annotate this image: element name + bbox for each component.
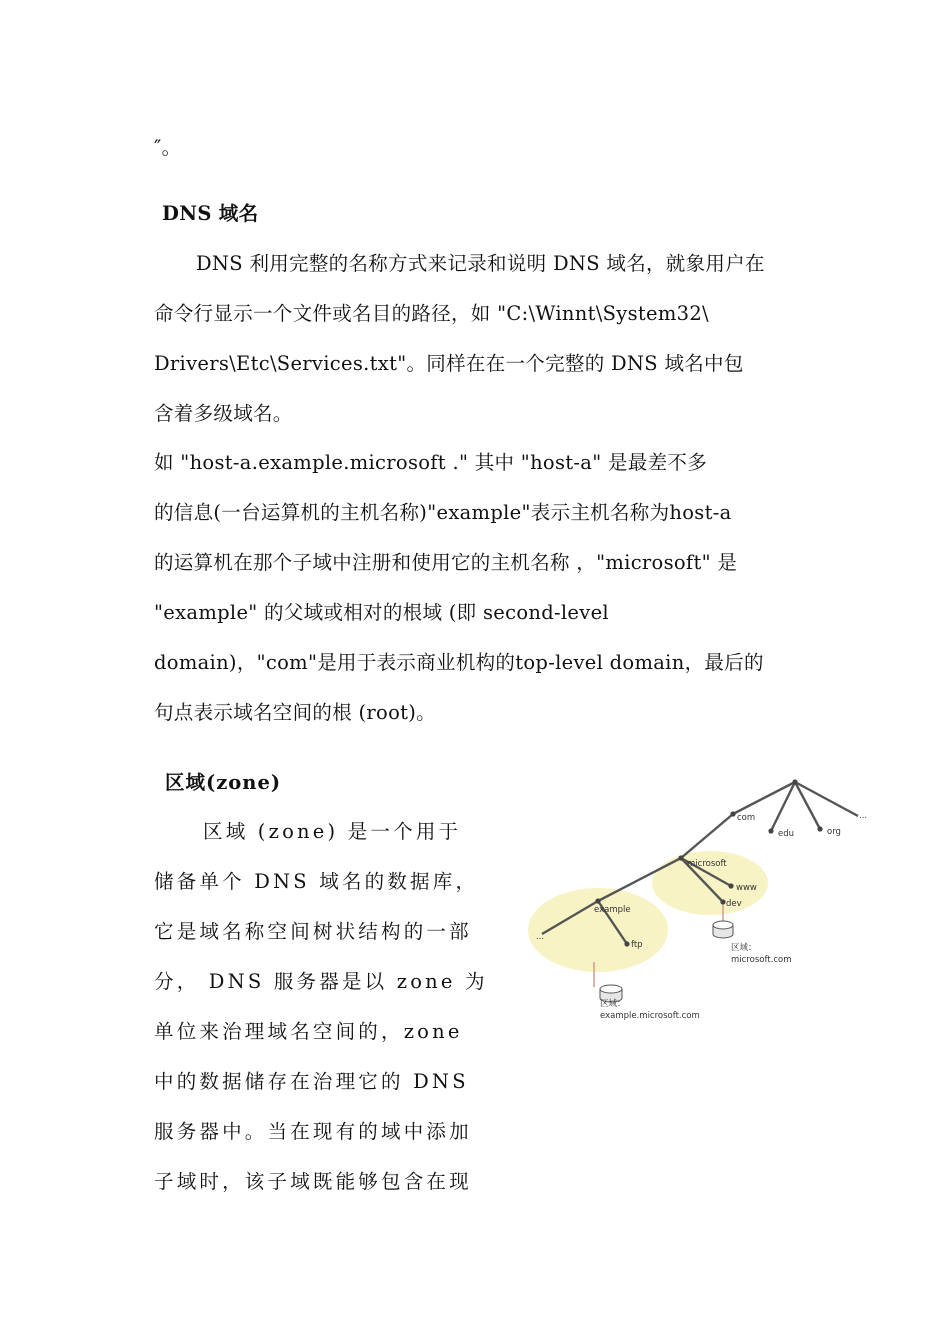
paragraph-line: 句点表示域名空间的根 (root)。 <box>154 701 436 724</box>
paragraph-line: "example" 的父域或相对的根域 (即 second-level <box>154 601 609 624</box>
paragraph-line: 含着多级域名。 <box>154 402 293 425</box>
dns-zone-tree-diagram <box>528 770 880 1030</box>
zone-paragraph-line: 子域时，该子域既能够包含在现 <box>154 1170 472 1193</box>
node-label-example-more: ... <box>536 932 545 942</box>
paragraph-line: 如 "host-a.example.microsoft ." 其中 "host-a" 是最差不多 <box>154 451 708 474</box>
paragraph-line: 命令行显示一个文件或名目的路径，如 "C:\Winnt\System32\ <box>154 302 709 325</box>
zone-paragraph-line: 区域 (zone) 是一个用于 <box>203 820 462 843</box>
node-label-com: com <box>737 813 756 823</box>
zone-paragraph-line: 中的数据储存在治理它的 DNS <box>154 1070 469 1093</box>
paragraph-line: 的运算机在那个子域中注册和使用它的主机名称 ，"microsoft" 是 <box>154 551 738 574</box>
zone-paragraph-line: 它是域名称空间树状结构的一部 <box>154 920 472 943</box>
node-label-edu: edu <box>778 829 795 839</box>
node-label-www: www <box>736 883 757 893</box>
node-label-microsoft: microsoft <box>687 859 727 869</box>
paragraph-line: domain)，"com"是用于表示商业机构的top-level domain，最后的 <box>154 651 764 674</box>
heading-zone: 区域(zone) <box>165 771 282 794</box>
node-label-dev: dev <box>726 899 742 909</box>
node-label-root-more: ... <box>859 811 868 821</box>
text-line-fragment: ″。 <box>154 136 182 159</box>
node-label-org: org <box>827 827 841 837</box>
zone-paragraph-line: 分， DNS 服务器是以 zone 为 <box>154 970 488 993</box>
paragraph-line: DNS 利用完整的名称方式来记录和说明 DNS 域名，就象用户在 <box>196 252 765 275</box>
zone-paragraph-line: 服务器中。当在现有的域中添加 <box>154 1120 472 1143</box>
example-zone-title: 区域： <box>600 999 626 1009</box>
node-label-example: example <box>594 905 631 915</box>
example-zone-name: example.microsoft.com <box>600 1011 700 1021</box>
zone-paragraph-line: 单位来治理域名空间的，zone <box>154 1020 463 1043</box>
microsoft-zone-name: microsoft.com <box>731 955 792 965</box>
microsoft-zone-database-icon <box>713 921 733 938</box>
node-label-ftp: ftp <box>631 940 643 950</box>
heading-dns-domain: DNS 域名 <box>162 202 259 225</box>
microsoft-zone-title: 区域： <box>731 943 757 953</box>
paragraph-line: 的信息(一台运算机的主机名称)"example"表示主机名称为host-a <box>154 501 732 524</box>
zone-paragraph-line: 储备单个 DNS 域名的数据库， <box>154 870 479 893</box>
paragraph-line: Drivers\Etc\Services.txt"。同样在在一个完整的 DNS 域名中包 <box>154 352 744 375</box>
